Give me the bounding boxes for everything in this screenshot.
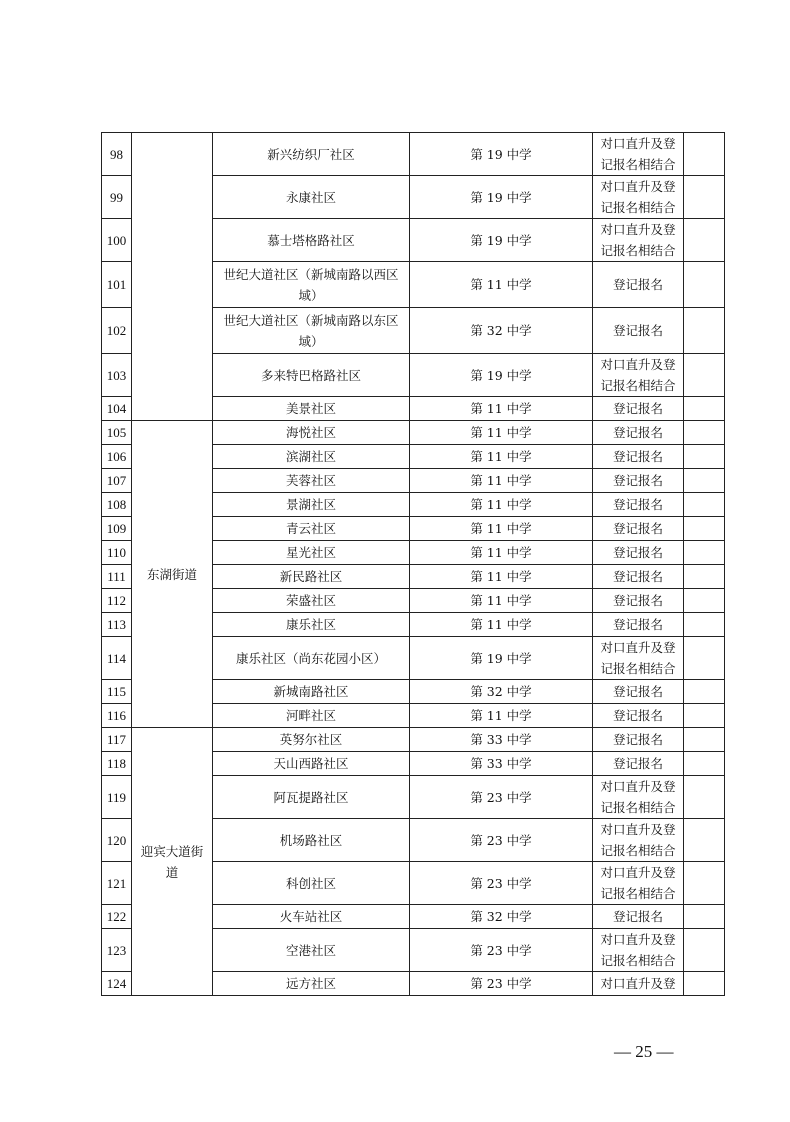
enrollment-method-cell: 登记报名 (593, 680, 684, 704)
school-cell: 第 23 中学 (410, 776, 593, 819)
remarks-cell (684, 819, 725, 862)
school-cell: 第 19 中学 (410, 219, 593, 262)
remarks-cell (684, 704, 725, 728)
school-cell: 第 11 中学 (410, 589, 593, 613)
remarks-cell (684, 219, 725, 262)
row-number-cell: 104 (102, 397, 132, 421)
school-cell: 第 11 中学 (410, 397, 593, 421)
community-cell: 空港社区 (213, 929, 410, 972)
row-number-cell: 98 (102, 133, 132, 176)
community-cell: 机场路社区 (213, 819, 410, 862)
school-cell: 第 11 中学 (410, 421, 593, 445)
enrollment-method-cell: 登记报名 (593, 308, 684, 354)
remarks-cell (684, 589, 725, 613)
enrollment-method-cell: 对口直升及登记报名相结合 (593, 862, 684, 905)
enrollment-method-cell: 登记报名 (593, 262, 684, 308)
community-cell: 河畔社区 (213, 704, 410, 728)
community-cell: 阿瓦提路社区 (213, 776, 410, 819)
remarks-cell (684, 776, 725, 819)
school-cell: 第 11 中学 (410, 704, 593, 728)
community-cell: 景湖社区 (213, 493, 410, 517)
community-cell: 新兴纺织厂社区 (213, 133, 410, 176)
remarks-cell (684, 613, 725, 637)
page-number: — 25 — (614, 1042, 674, 1061)
street-cell (132, 133, 213, 421)
enrollment-method-cell: 登记报名 (593, 752, 684, 776)
remarks-cell (684, 308, 725, 354)
row-number-cell: 103 (102, 354, 132, 397)
row-number-cell: 100 (102, 219, 132, 262)
row-number-cell: 115 (102, 680, 132, 704)
school-cell: 第 11 中学 (410, 517, 593, 541)
enrollment-method-cell: 登记报名 (593, 589, 684, 613)
remarks-cell (684, 862, 725, 905)
community-cell: 新民路社区 (213, 565, 410, 589)
row-number-cell: 122 (102, 905, 132, 929)
row-number-cell: 113 (102, 613, 132, 637)
table-row (102, 133, 725, 176)
enrollment-method-cell: 登记报名 (593, 445, 684, 469)
school-cell: 第 19 中学 (410, 354, 593, 397)
community-cell: 滨湖社区 (213, 445, 410, 469)
row-number-cell: 108 (102, 493, 132, 517)
remarks-cell (684, 493, 725, 517)
row-number-cell: 107 (102, 469, 132, 493)
school-cell: 第 32 中学 (410, 680, 593, 704)
school-cell: 第 11 中学 (410, 493, 593, 517)
community-cell: 康乐社区 (213, 613, 410, 637)
enrollment-method-cell: 登记报名 (593, 541, 684, 565)
enrollment-method-cell: 对口直升及登记报名相结合 (593, 929, 684, 972)
remarks-cell (684, 176, 725, 219)
row-number-cell: 123 (102, 929, 132, 972)
enrollment-method-cell: 登记报名 (593, 905, 684, 929)
community-cell: 芙蓉社区 (213, 469, 410, 493)
enrollment-method-cell: 登记报名 (593, 728, 684, 752)
remarks-cell (684, 445, 725, 469)
row-number-cell: 124 (102, 972, 132, 996)
remarks-cell (684, 905, 725, 929)
enrollment-method-cell: 登记报名 (593, 704, 684, 728)
row-number-cell: 119 (102, 776, 132, 819)
enrollment-method-cell: 对口直升及登记报名相结合 (593, 133, 684, 176)
enrollment-method-cell: 登记报名 (593, 421, 684, 445)
remarks-cell (684, 517, 725, 541)
enrollment-method-cell: 登记报名 (593, 493, 684, 517)
school-cell: 第 33 中学 (410, 728, 593, 752)
community-cell: 多来特巴格路社区 (213, 354, 410, 397)
school-cell: 第 11 中学 (410, 469, 593, 493)
community-cell: 海悦社区 (213, 421, 410, 445)
row-number-cell: 111 (102, 565, 132, 589)
row-number-cell: 120 (102, 819, 132, 862)
row-number-cell: 106 (102, 445, 132, 469)
row-number-cell: 102 (102, 308, 132, 354)
street-cell: 迎宾大道街道 (132, 728, 213, 996)
row-number-cell: 121 (102, 862, 132, 905)
remarks-cell (684, 133, 725, 176)
table-row (102, 728, 725, 752)
remarks-cell (684, 728, 725, 752)
school-cell: 第 23 中学 (410, 929, 593, 972)
school-cell: 第 11 中学 (410, 445, 593, 469)
community-cell: 星光社区 (213, 541, 410, 565)
row-number-cell: 116 (102, 704, 132, 728)
remarks-cell (684, 929, 725, 972)
enrollment-method-cell: 登记报名 (593, 517, 684, 541)
remarks-cell (684, 972, 725, 996)
enrollment-method-cell: 对口直升及登 (593, 972, 684, 996)
enrollment-method-cell: 登记报名 (593, 613, 684, 637)
community-cell: 新城南路社区 (213, 680, 410, 704)
table-row (102, 421, 725, 445)
school-assignment-table (101, 132, 725, 996)
community-cell: 远方社区 (213, 972, 410, 996)
community-cell: 荣盛社区 (213, 589, 410, 613)
enrollment-method-cell: 对口直升及登记报名相结合 (593, 819, 684, 862)
enrollment-method-cell: 对口直升及登记报名相结合 (593, 637, 684, 680)
school-cell: 第 23 中学 (410, 862, 593, 905)
row-number-cell: 110 (102, 541, 132, 565)
school-cell: 第 11 中学 (410, 541, 593, 565)
remarks-cell (684, 421, 725, 445)
community-cell: 世纪大道社区（新城南路以东区域） (213, 308, 410, 354)
school-cell: 第 11 中学 (410, 565, 593, 589)
enrollment-method-cell: 登记报名 (593, 469, 684, 493)
remarks-cell (684, 397, 725, 421)
row-number-cell: 105 (102, 421, 132, 445)
enrollment-method-cell: 对口直升及登记报名相结合 (593, 176, 684, 219)
school-cell: 第 19 中学 (410, 637, 593, 680)
enrollment-method-cell: 对口直升及登记报名相结合 (593, 219, 684, 262)
remarks-cell (684, 752, 725, 776)
community-cell: 世纪大道社区（新城南路以西区域） (213, 262, 410, 308)
enrollment-method-cell: 登记报名 (593, 565, 684, 589)
school-cell: 第 11 中学 (410, 613, 593, 637)
school-cell: 第 32 中学 (410, 308, 593, 354)
community-cell: 科创社区 (213, 862, 410, 905)
community-cell: 英努尔社区 (213, 728, 410, 752)
school-cell: 第 11 中学 (410, 262, 593, 308)
row-number-cell: 99 (102, 176, 132, 219)
school-cell: 第 32 中学 (410, 905, 593, 929)
row-number-cell: 112 (102, 589, 132, 613)
row-number-cell: 118 (102, 752, 132, 776)
community-cell: 慕士塔格路社区 (213, 219, 410, 262)
school-cell: 第 19 中学 (410, 176, 593, 219)
remarks-cell (684, 541, 725, 565)
enrollment-method-cell: 对口直升及登记报名相结合 (593, 776, 684, 819)
community-cell: 美景社区 (213, 397, 410, 421)
remarks-cell (684, 354, 725, 397)
remarks-cell (684, 469, 725, 493)
school-cell: 第 33 中学 (410, 752, 593, 776)
school-cell: 第 23 中学 (410, 972, 593, 996)
remarks-cell (684, 637, 725, 680)
row-number-cell: 109 (102, 517, 132, 541)
community-cell: 天山西路社区 (213, 752, 410, 776)
remarks-cell (684, 262, 725, 308)
community-cell: 火车站社区 (213, 905, 410, 929)
community-cell: 永康社区 (213, 176, 410, 219)
row-number-cell: 117 (102, 728, 132, 752)
enrollment-method-cell: 登记报名 (593, 397, 684, 421)
remarks-cell (684, 680, 725, 704)
school-cell: 第 19 中学 (410, 133, 593, 176)
row-number-cell: 101 (102, 262, 132, 308)
street-cell: 东湖街道 (132, 421, 213, 728)
enrollment-method-cell: 对口直升及登记报名相结合 (593, 354, 684, 397)
community-cell: 青云社区 (213, 517, 410, 541)
school-cell: 第 23 中学 (410, 819, 593, 862)
row-number-cell: 114 (102, 637, 132, 680)
community-cell: 康乐社区（尚东花园小区） (213, 637, 410, 680)
remarks-cell (684, 565, 725, 589)
